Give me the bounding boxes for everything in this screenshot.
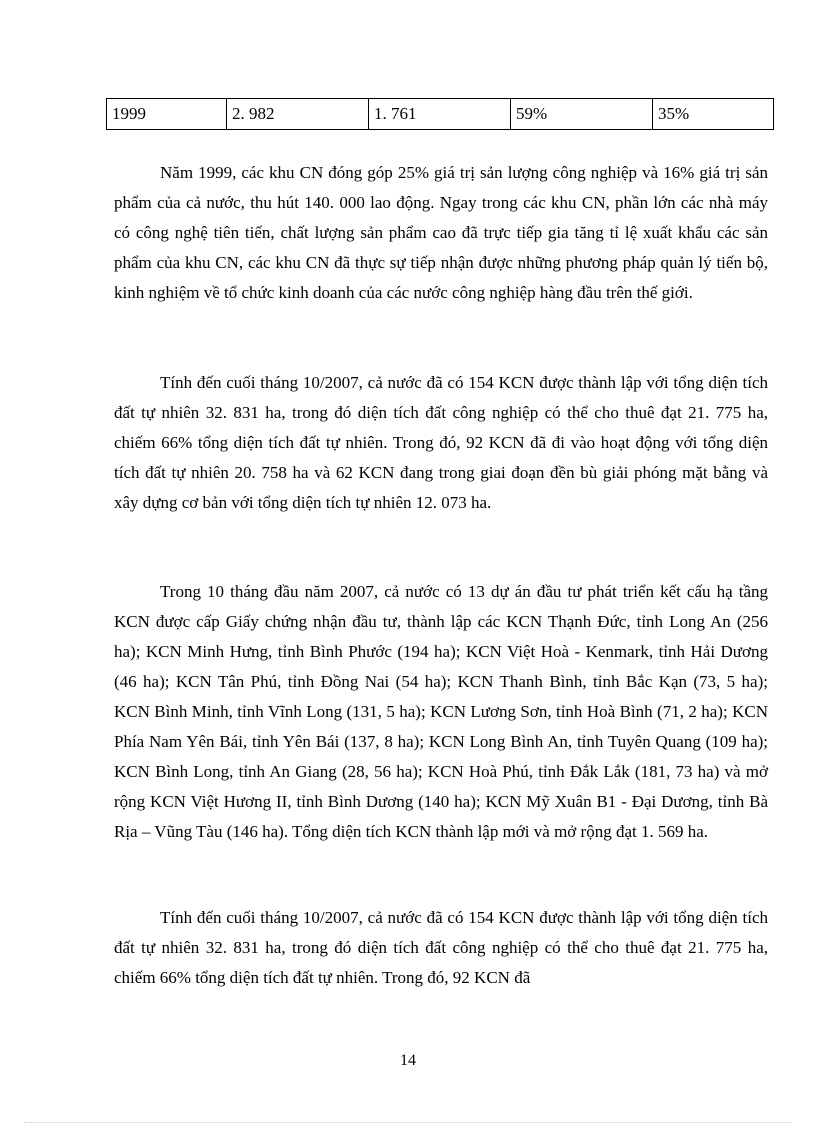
paragraph: Tính đến cuối tháng 10/2007, cả nước đã có 154 KCN được thành lập với tổng diện tích đất tự nhiên 32. 831 ha, trong đó diện tích đất công nghiệp có thể cho thuê đạt 21. 775 ha, chiếm 66% tổng diện tích đất tự nhiên. Trong đó, 92 KCN đã đi vào hoạt động với tổng diện tích đất tự nhiên 20. 758 ha và 62 KCN đang trong giai đoạn đền bù giải phóng mặt bằng và xây dựng cơ bản với tổng diện tích tự nhiên 12. 073 ha.	[114, 373, 768, 512]
table-cell: 1. 761	[369, 99, 511, 130]
paragraph: Năm 1999, các khu CN đóng góp 25% giá trị sản lượng công nghiệp và 16% giá trị sản phẩm của cả nước, thu hút 140. 000 lao động. Ngay trong các khu CN, phần lớn các nhà máy có công nghệ tiên tiến, chất lượng sản phẩm cao đã trực tiếp gia tăng tỉ lệ xuất khẩu các sản phẩm của khu CN, các khu CN đã thực sự tiếp nhận được những phương pháp quản lý tiến bộ, kinh nghiệm về tổ chức kinh doanh của các nước công nghiệp hàng đầu trên thế giới.	[114, 163, 768, 302]
table-cell: 35%	[653, 99, 774, 130]
paragraph: Trong 10 tháng đầu năm 2007, cả nước có 13 dự án đầu tư phát triển kết cấu hạ tầng KCN được cấp Giấy chứng nhận đầu tư, thành lập các KCN Thạnh Đức, tỉnh Long An (256 ha); KCN Minh Hưng, tỉnh Bình Phước (194 ha); KCN Việt Hoà - Kenmark, tỉnh Hải Dương (46 ha); KCN Tân Phú, tỉnh Đồng Nai (54 ha); KCN Thanh Bình, tỉnh Bắc Kạn (73, 5 ha); KCN Bình Minh, tỉnh Vĩnh Long (131, 5 ha); KCN Lương Sơn, tỉnh Hoà Bình (71, 2 ha); KCN Phía Nam Yên Bái, tỉnh Yên Bái (137, 8 ha); KCN Long Bình An, tỉnh Tuyên Quang (109 ha); KCN Bình Long, tỉnh An Giang (28, 56 ha); KCN Hoà Phú, tỉnh Đắk Lắk (181, 73 ha) và mở rộng KCN Việt Hương II, tỉnh Bình Dương (140 ha); KCN Mỹ Xuân B1 - Đại Dương, tỉnh Bà Rịa – Vũng Tàu (146 ha). Tổng diện tích KCN thành lập mới và mở rộng đạt 1. 569 ha.	[114, 582, 768, 841]
table-cell: 59%	[511, 99, 653, 130]
paragraph: Tính đến cuối tháng 10/2007, cả nước đã có 154 KCN được thành lập với tổng diện tích đất tự nhiên 32. 831 ha, trong đó diện tích đất công nghiệp có thể cho thuê đạt 21. 775 ha, chiếm 66% tổng diện tích đất tự nhiên. Trong đó, 92 KCN đã	[114, 908, 768, 987]
table-cell-year: 1999	[107, 99, 227, 130]
table-cell: 2. 982	[227, 99, 369, 130]
statistics-table	[106, 98, 774, 130]
table-row	[107, 99, 774, 130]
page-number: 14	[400, 1052, 416, 1069]
